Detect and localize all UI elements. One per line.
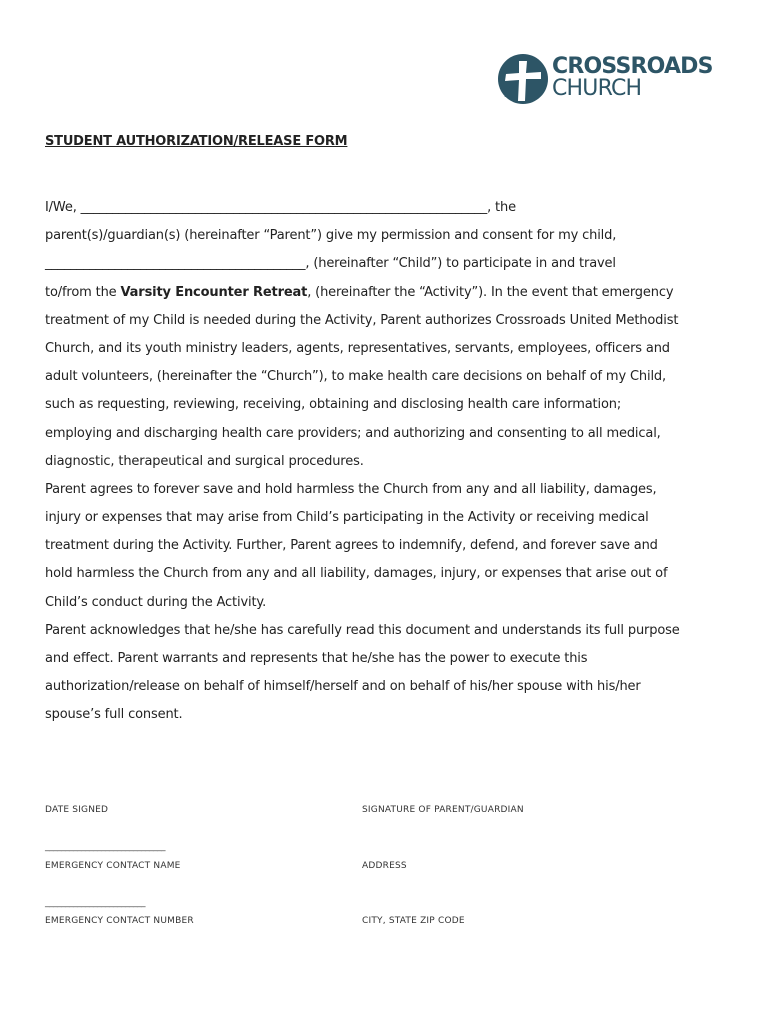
body-line: treatment of my Child is needed during the Activity, Parent authorizes Crossroads United Methodist xyxy=(45,312,679,328)
date-signed-label: DATE SIGNED xyxy=(45,805,109,815)
body-line: such as requesting, reviewing, receiving, obtaining and disclosing health care information; xyxy=(45,397,622,413)
crossroads-cross-icon xyxy=(497,53,549,105)
form-body xyxy=(45,194,735,730)
body-line: I/We, ________________________________________________________________, the xyxy=(45,200,516,215)
body-line: injury or expenses that may arise from Child’s participating in the Activity or receiving medical xyxy=(45,510,649,526)
body-line: and effect. Parent warrants and represents that he/she has the power to execute this xyxy=(45,651,588,666)
logo-wordmark-line1: CROSSROADS xyxy=(552,54,713,79)
event-name: Varsity Encounter Retreat xyxy=(120,284,308,300)
address-label: ADDRESS xyxy=(362,861,407,871)
church-logo xyxy=(497,53,722,105)
body-line: Parent acknowledges that he/she has carefully read this document and understands its full purpose xyxy=(45,622,680,638)
emergency-number-line[interactable]: _________________________ xyxy=(45,898,145,908)
body-line: Church, and its youth ministry leaders, agents, representatives, servants, employees, officers and xyxy=(45,340,670,356)
body-line: Parent agrees to forever save and hold harmless the Church from any and all liability, damages, xyxy=(45,481,657,497)
body-line: hold harmless the Church from any and all liability, damages, injury, or expenses that arise out of xyxy=(45,566,668,582)
emergency-contact-name-label: EMERGENCY CONTACT NAME xyxy=(45,861,181,871)
body-line: diagnostic, therapeutical and surgical procedures. xyxy=(45,453,364,469)
body-line: adult volunteers, (hereinafter the “Church”), to make health care decisions on behalf of my Child, xyxy=(45,369,666,385)
signature-parent-label: SIGNATURE OF PARENT/GUARDIAN xyxy=(362,805,524,815)
body-line: parent(s)/guardian(s) (hereinafter “Parent”) give my permission and consent for my child, xyxy=(45,228,617,244)
body-line: authorization/release on behalf of himself/herself and on behalf of his/her spouse with his/her xyxy=(45,679,641,695)
body-line: spouse’s full consent. xyxy=(45,707,183,723)
body-line: employing and discharging health care providers; and authorizing and consenting to all medical, xyxy=(45,425,661,441)
body-line: Child’s conduct during the Activity. xyxy=(45,594,267,610)
body-line: treatment during the Activity. Further, Parent agrees to indemnify, defend, and forever save and xyxy=(45,538,658,554)
activity-prefix: to/from the xyxy=(45,284,121,300)
emergency-name-line[interactable]: ______________________________ xyxy=(45,842,165,852)
body-line-activity xyxy=(45,279,735,307)
logo-wordmark-line2: CHURCH xyxy=(552,76,642,101)
activity-suffix: , (hereinafter the “Activity”). In the event that emergency xyxy=(307,284,674,300)
form-title: STUDENT AUTHORIZATION/RELEASE FORM xyxy=(45,134,348,149)
body-line: _________________________________________, (hereinafter “Child”) to participate in and travel xyxy=(45,256,616,272)
emergency-contact-number-label: EMERGENCY CONTACT NUMBER xyxy=(45,916,194,926)
city-state-zip-label: CITY, STATE ZIP CODE xyxy=(362,916,465,926)
